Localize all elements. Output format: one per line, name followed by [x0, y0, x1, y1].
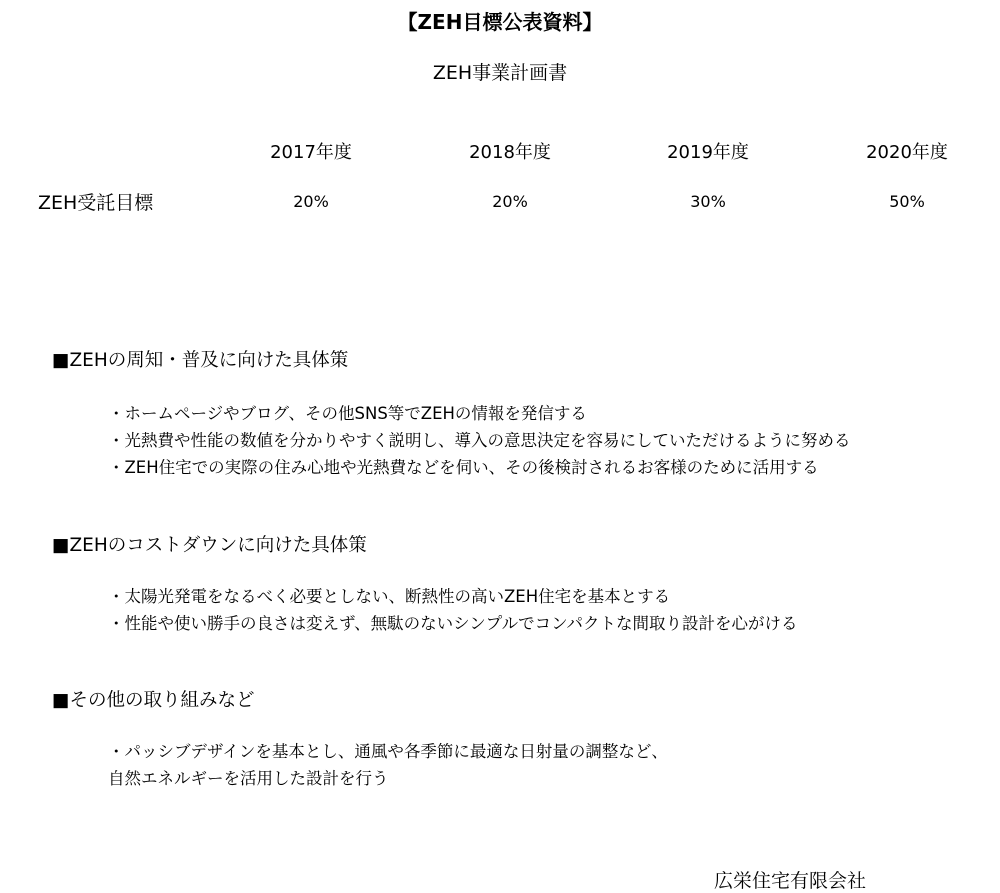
bullet-item: ・パッシブデザインを基本とし、通風や各季節に最適な日射量の調整など、: [108, 742, 668, 761]
bullet-item: ・ZEH住宅での実際の住み心地や光熱費などを伺い、その後検討されるお客様のために活用する: [108, 458, 819, 477]
target-row-label: ZEH受託目標: [38, 192, 154, 214]
bullet-item: ・性能や使い勝手の良さは変えず、無駄のないシンプルでコンパクトな間取り設計を心がける: [108, 614, 798, 633]
section-heading: ■その他の取り組みなど: [52, 690, 255, 711]
target-value-2017: 20%: [293, 192, 329, 211]
year-header-2019: 2019年度: [667, 142, 749, 163]
year-header-2018: 2018年度: [469, 142, 551, 163]
bullet-item: ・太陽光発電をなるべく必要としない、断熱性の高いZEH住宅を基本とする: [108, 587, 671, 606]
document-title: 【ZEH目標公表資料】: [397, 10, 603, 34]
bullet-item: ・光熱費や性能の数値を分かりやすく説明し、導入の意思決定を容易にしていただけるように努める: [108, 431, 851, 450]
year-header-2020: 2020年度: [866, 142, 948, 163]
section-heading: ■ZEHの周知・普及に向けた具体策: [52, 350, 349, 371]
target-value-2019: 30%: [690, 192, 726, 211]
company-name: 広栄住宅有限会社: [714, 870, 867, 892]
bullet-item-continuation: 自然エネルギーを活用した設計を行う: [108, 769, 389, 788]
year-header-2017: 2017年度: [270, 142, 352, 163]
target-value-2020: 50%: [889, 192, 925, 211]
target-value-2018: 20%: [492, 192, 528, 211]
bullet-item: ・ホームページやブログ、その他SNS等でZEHの情報を発信する: [108, 404, 587, 423]
section-heading: ■ZEHのコストダウンに向けた具体策: [52, 535, 367, 556]
document-subtitle: ZEH事業計画書: [432, 62, 568, 84]
